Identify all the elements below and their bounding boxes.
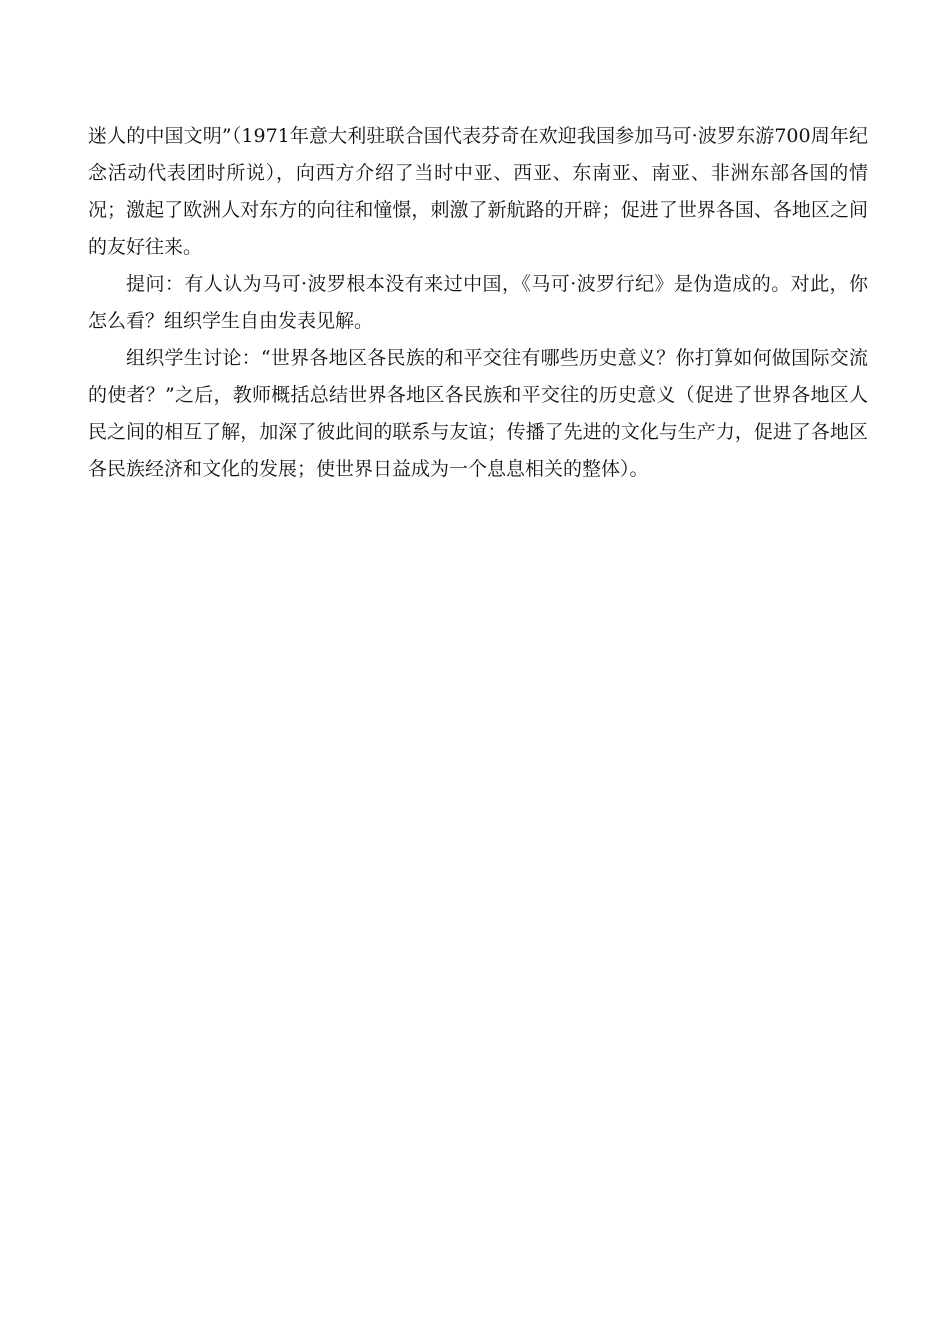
paragraph-question: 提问：有人认为马可·波罗根本没有来过中国，《马可·波罗行纪》是伪造成的。对此，你怎么看？组织学生自由发表见解。 <box>88 273 868 332</box>
document-body <box>88 118 868 488</box>
paragraph-discussion: 组织学生讨论：“世界各地区各民族的和平交往有哪些历史意义？你打算如何做国际交流的使者？”之后，教师概括总结世界各地区各民族和平交往的历史意义（促进了世界各地区人民之间的相互了解，加深了彼此间的联系与友谊；传播了先进的文化与生产力，促进了各地区各民族经济和文化的发展；使世界日益成为一个息息相关的整体）。 <box>88 347 868 480</box>
paragraph-continuation: 迷人的中国文明”（1971年意大利驻联合国代表芬奇在欢迎我国参加马可·波罗东游700周年纪念活动代表团时所说），向西方介绍了当时中亚、西亚、东南亚、南亚、非洲东部各国的情况；激起了欧洲人对东方的向往和憧憬，刺激了新航路的开辟；促进了世界各国、各地区之间的友好往来。 <box>88 125 868 258</box>
